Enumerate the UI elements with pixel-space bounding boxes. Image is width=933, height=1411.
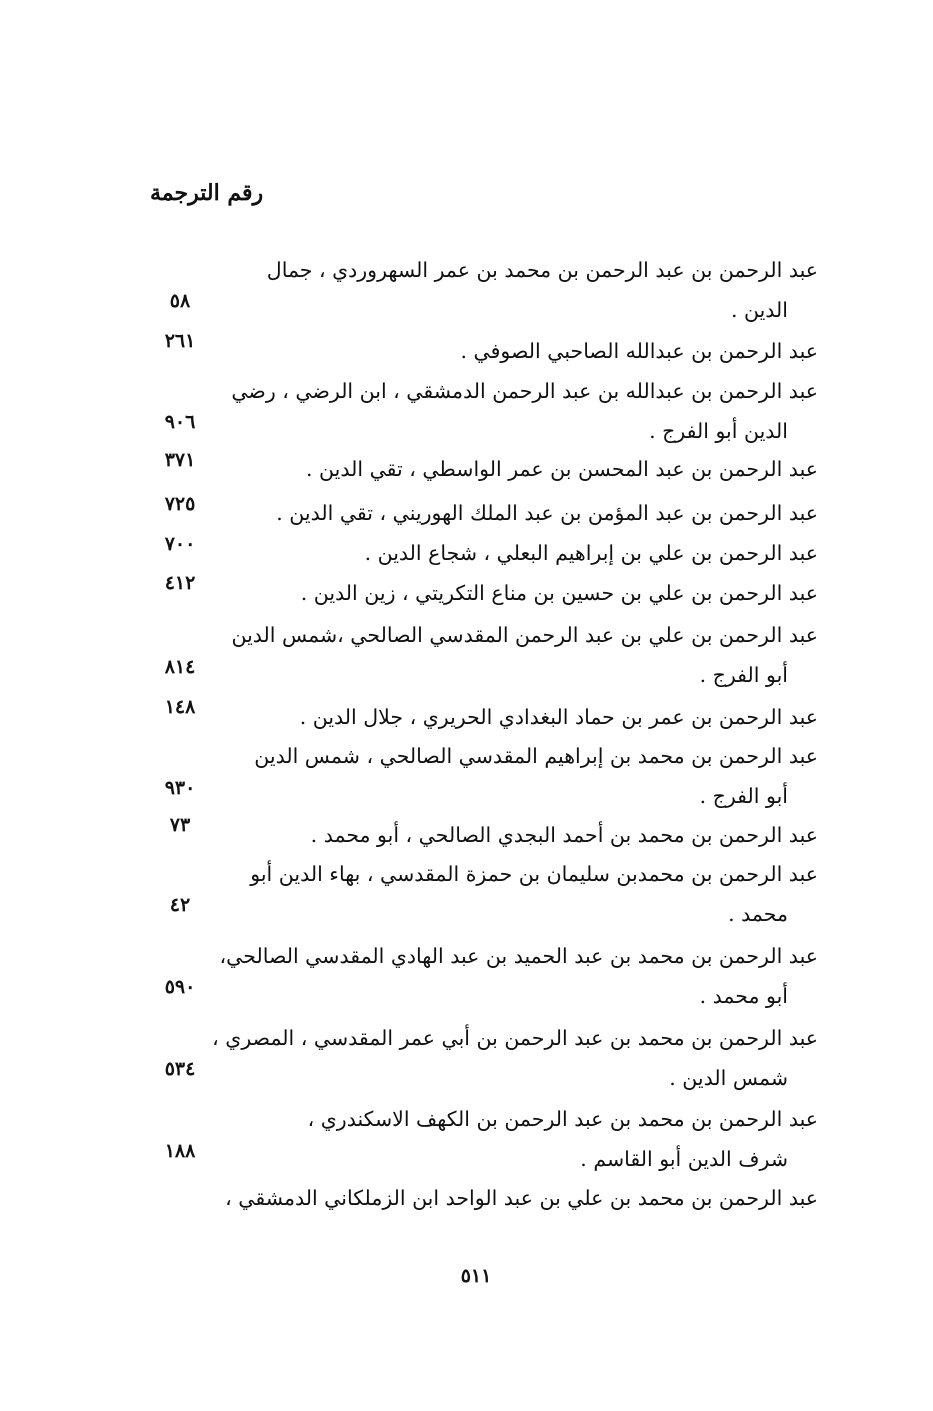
- entry-translation-number: ٧٣: [169, 814, 191, 836]
- entry-name-line: عبد الرحمن بن محمد بن عبد الحميد بن عبد الهادي المقدسي الصالحي،: [219, 944, 818, 968]
- entry-translation-number: ٩٠٦: [164, 411, 196, 433]
- entry-translation-number: ٣٧١: [164, 449, 196, 471]
- entry-name-line: عبد الرحمن بن علي بن إبراهيم البعلي ، شجاع الدين .: [364, 541, 818, 565]
- entry-name-line: عبد الرحمن بن محمد بن عبد الرحمن بن الكهف الاسكندري ،: [307, 1107, 818, 1131]
- entry-name-line: عبد الرحمن بن محمد بن إبراهيم المقدسي الصالحي ، شمس الدين: [254, 744, 818, 768]
- entry-translation-number: ٤١٢: [164, 572, 196, 594]
- entry-translation-number: ٥٨: [169, 290, 191, 312]
- entry-translation-number: ٩٣٠: [164, 777, 196, 799]
- entry-translation-number: ٨١٤: [164, 656, 196, 678]
- entry-name-line: عبد الرحمن بن عبد الرحمن بن محمد بن عمر السهروردي ، جمال: [266, 258, 818, 282]
- entry-translation-number: ٥٣٤: [164, 1058, 196, 1080]
- entry-name-line: عبد الرحمن بن محمد بن عبد الرحمن بن أبي عمر المقدسي ، المصري ،: [212, 1026, 818, 1050]
- entry-name-line: عبد الرحمن بن عبد المؤمن بن عبد الملك الهوريني ، تقي الدين .: [276, 501, 818, 525]
- entry-name-line: عبد الرحمن بن عبد المحسن بن عمر الواسطي ، تقي الدين .: [306, 457, 818, 481]
- entry-name-line: عبد الرحمن بن محمد بن علي بن عبد الواحد ابن الزملكاني الدمشقي ،: [225, 1186, 818, 1210]
- entry-translation-number: ٤٢: [169, 894, 191, 916]
- entry-continuation-line: شرف الدين أبو القاسم .: [580, 1147, 788, 1171]
- entry-name-line: عبد الرحمن بن عمر بن حماد البغدادي الحريري ، جلال الدين .: [299, 705, 818, 729]
- page-number: ٥١١: [460, 1265, 492, 1287]
- entry-name-line: عبد الرحمن بن علي بن حسين بن مناع التكريتي ، زين الدين .: [300, 581, 818, 605]
- entry-translation-number: ١٤٨: [164, 696, 196, 718]
- entry-continuation-line: الدين .: [730, 298, 788, 322]
- entry-continuation-line: أبو الفرج .: [699, 663, 788, 687]
- entry-continuation-line: محمد .: [728, 902, 788, 926]
- entry-name-line: عبد الرحمن بن علي بن عبد الرحمن المقدسي الصالحي ،شمس الدين: [231, 623, 818, 647]
- entry-name-line: عبد الرحمن بن محمد بن أحمد البجدي الصالحي ، أبو محمد .: [310, 823, 818, 847]
- entry-continuation-line: أبو الفرج .: [699, 784, 788, 808]
- entry-name-line: عبد الرحمن بن محمدبن سليمان بن حمزة المقدسي ، بهاء الدين أبو: [250, 862, 818, 886]
- entry-continuation-line: أبو محمد .: [699, 984, 788, 1008]
- entry-name-line: عبد الرحمن بن عبدالله الصاحبي الصوفي .: [460, 339, 818, 363]
- entry-continuation-line: الدين أبو الفرج .: [649, 419, 788, 443]
- column-header-translation-number: رقم الترجمة: [150, 180, 264, 206]
- entry-translation-number: ٧٢٥: [164, 493, 196, 515]
- entry-continuation-line: شمس الدين .: [669, 1066, 788, 1090]
- entry-translation-number: ٥٩٠: [164, 976, 196, 998]
- entry-translation-number: ١٨٨: [164, 1140, 196, 1162]
- entry-translation-number: ٧٠٠: [164, 533, 196, 555]
- entry-translation-number: ٢٦١: [164, 330, 196, 352]
- entry-name-line: عبد الرحمن بن عبدالله بن عبد الرحمن الدمشقي ، ابن الرضي ، رضي: [231, 379, 818, 403]
